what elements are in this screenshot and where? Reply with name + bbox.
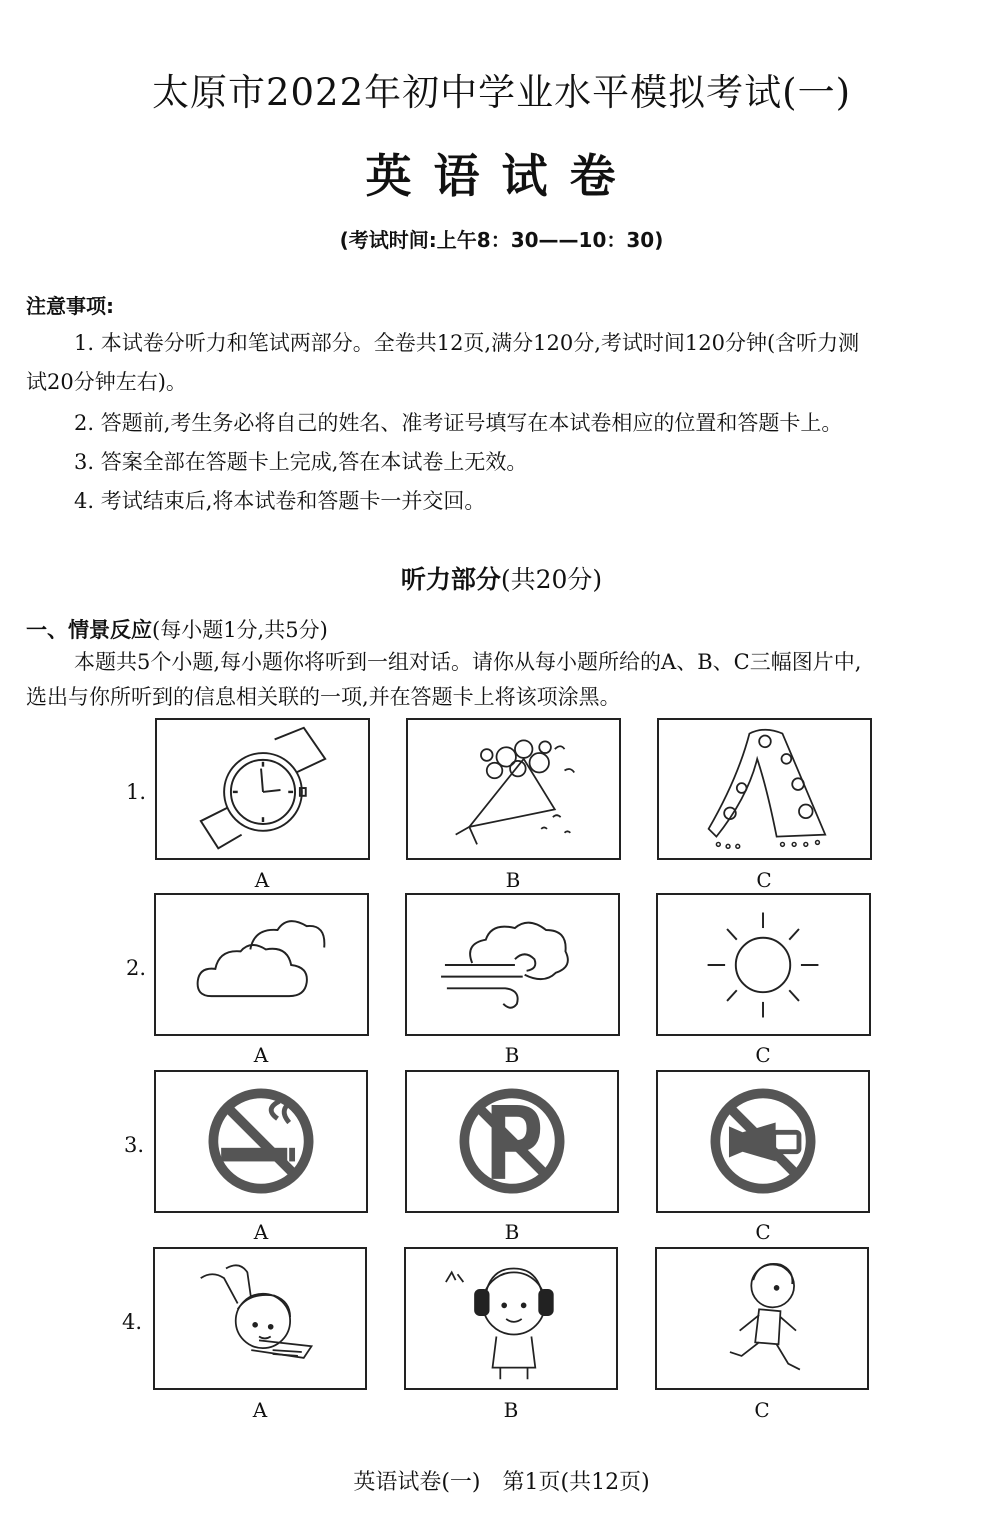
note-item-1: 1. 本试卷分听力和笔试两部分。全卷共12页,满分120分,考试时间120分钟(含听力测 <box>74 331 860 355</box>
option-image[interactable] <box>405 893 620 1036</box>
scarf-icon <box>659 720 870 858</box>
instruction-line-1: 本题共5个小题,每小题你将听到一组对话。请你从每小题所给的A、B、C三幅图片中, <box>74 650 862 674</box>
note-item-1-cont: 试20分钟左右)。 <box>26 370 187 394</box>
option-label: A <box>252 1398 268 1422</box>
notes-heading: 注意事项: <box>26 294 114 318</box>
sunny-icon <box>658 895 869 1034</box>
option-label: B <box>504 1220 520 1244</box>
option-label: A <box>253 1043 269 1067</box>
no-parking-icon <box>407 1072 617 1211</box>
listening-score: (共20分) <box>500 565 603 594</box>
option-image[interactable] <box>405 1070 619 1213</box>
option-label: A <box>254 868 270 892</box>
boy-reading-icon <box>155 1249 365 1388</box>
question-number: 2. <box>126 956 147 980</box>
note-item-4: 4. 考试结束后,将本试卷和答题卡一并交回。 <box>74 489 486 513</box>
exam-time: (考试时间:上午8：30——10：30) <box>339 228 664 252</box>
part1-heading <box>26 614 328 644</box>
boy-headphones-icon <box>406 1249 616 1388</box>
option-image[interactable] <box>155 718 370 860</box>
boy-running-icon <box>657 1249 867 1388</box>
note-item-2: 2. 答题前,考生务必将自己的姓名、准考证号填写在本试卷相应的位置和答题卡上。 <box>74 411 843 435</box>
option-label: C <box>755 1220 771 1244</box>
flower-bouquet-icon <box>408 720 619 858</box>
instruction-line-2: 选出与你所听到的信息相关联的一项,并在答题卡上将该项涂黑。 <box>26 685 621 709</box>
wristwatch-icon <box>157 720 368 858</box>
question-number: 3. <box>124 1133 145 1157</box>
listening-section-title <box>0 560 1003 596</box>
subject-title: 英语试卷 <box>365 149 638 203</box>
listening-title: 听力部分 <box>400 565 501 594</box>
option-label: B <box>505 868 521 892</box>
part1-score: (每小题1分,共5分) <box>152 618 328 642</box>
windy-icon <box>407 895 618 1034</box>
option-image[interactable] <box>404 1247 618 1390</box>
part1-title: 一、情景反应 <box>26 618 152 642</box>
page-footer: 英语试卷(一) 第1页(共12页) <box>353 1470 650 1495</box>
cloudy-icon <box>156 895 367 1034</box>
option-image[interactable] <box>154 893 369 1036</box>
option-image[interactable] <box>656 1070 870 1213</box>
exam-title: 太原市2022年初中学业水平模拟考试(一) <box>151 71 852 114</box>
option-label: B <box>504 1043 520 1067</box>
option-image[interactable] <box>406 718 621 860</box>
option-image[interactable] <box>656 893 871 1036</box>
option-image[interactable] <box>154 1070 368 1213</box>
question-number: 4. <box>122 1310 143 1334</box>
option-label: C <box>754 1398 770 1422</box>
question-number: 1. <box>126 780 147 804</box>
option-image[interactable] <box>153 1247 367 1390</box>
option-label: A <box>253 1220 269 1244</box>
option-image[interactable] <box>655 1247 869 1390</box>
no-smoking-icon <box>156 1072 366 1211</box>
option-label: B <box>503 1398 519 1422</box>
note-item-3: 3. 答案全部在答题卡上完成,答在本试卷上无效。 <box>74 450 528 474</box>
no-honking-icon <box>658 1072 868 1211</box>
option-image[interactable] <box>657 718 872 860</box>
option-label: C <box>755 1043 771 1067</box>
option-label: C <box>756 868 772 892</box>
